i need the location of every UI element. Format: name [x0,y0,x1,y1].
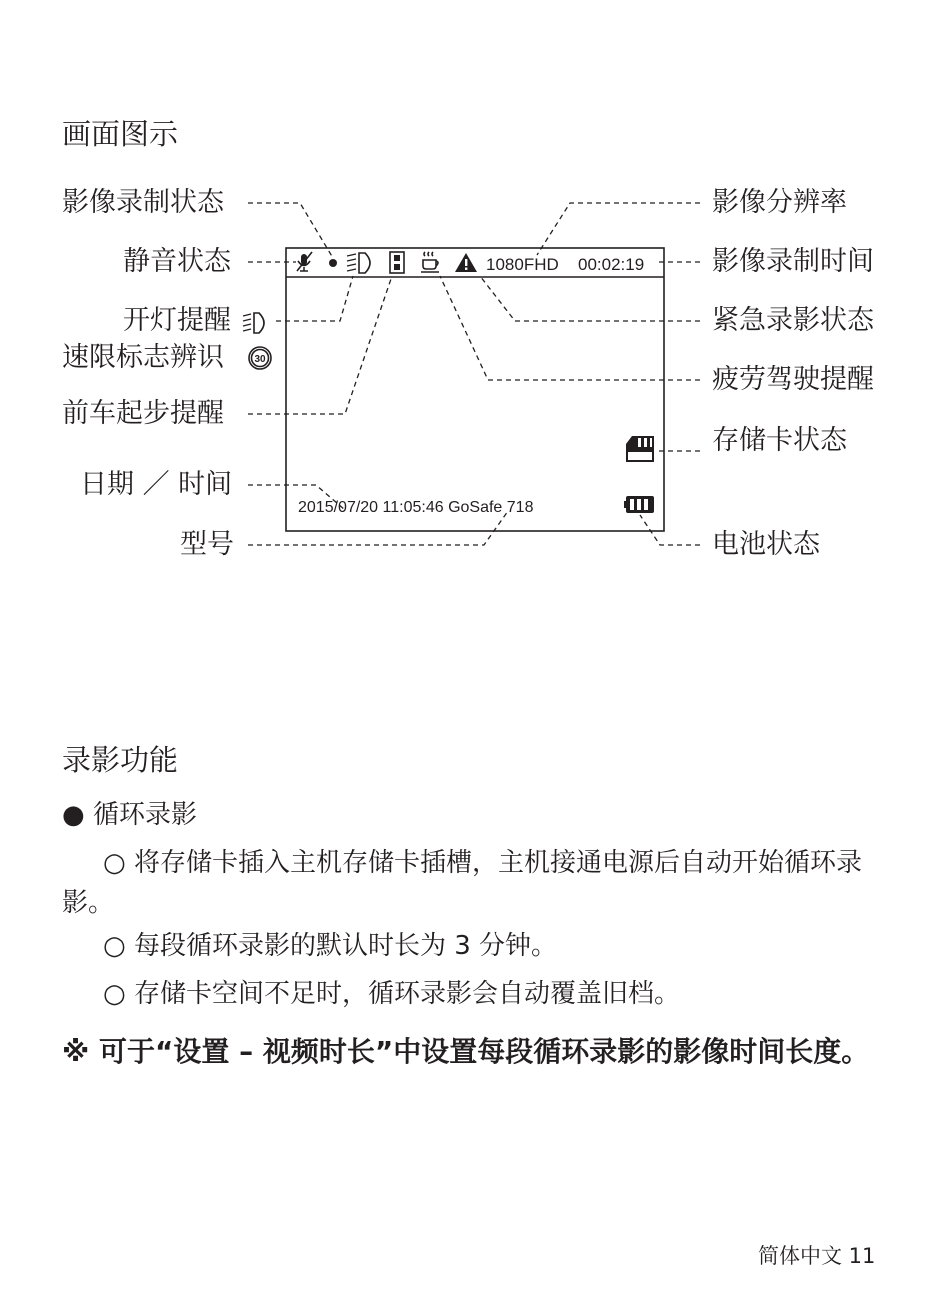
speed-limit-icon-text: 30 [254,354,266,365]
mute-mic-icon [297,252,312,271]
label-recording-status: 影像录制状态 [62,187,224,218]
label-speed-limit: 速限标志辨识 [62,342,224,373]
label-front-car-start: 前车起步提醒 [62,398,224,429]
label-battery-status: 电池状态 [712,529,820,560]
label-storage-card-status: 存储卡状态 [712,425,847,456]
label-headlight-reminder: 开灯提醒 [123,305,231,336]
page-footer: 简体中文 11 [758,1244,876,1268]
screen-frame [286,248,664,531]
leader-front-car [248,276,392,414]
leader-model [248,511,508,545]
leader-emergency [480,276,700,321]
label-date-time: 日期 ／ 时间 [80,469,233,500]
headlight-label-icon [243,313,264,333]
note-set-duration: ※ 可于“设置 – 视频时长”中设置每段循环录影的影像时间长度。 [62,1035,870,1068]
headlight-icon [347,253,370,273]
paragraph-overwrite: ○ 存储卡空间不足时，循环录影会自动覆盖旧档。 [103,979,680,1009]
paragraph-insert-card: ○ 将存储卡插入主机存储卡插槽，主机接通电源后自动开始循环录影。 [62,848,862,918]
sd-card-icon [626,436,654,462]
leader-recording-status [248,203,333,258]
paragraph-default-length: ○ 每段循环录影的默认时长为 3 分钟。 [103,931,558,961]
warning-triangle-icon [455,253,477,272]
bullet-loop-recording: ● 循环录影 [62,800,197,830]
label-mute-status: 静音状态 [123,246,231,277]
leader-battery [640,515,700,545]
screen-resolution-text: 1080FHD [486,255,559,274]
label-model: 型号 [180,529,234,560]
leader-fatigue [440,276,700,380]
recording-dot-icon [329,259,337,267]
leader-headlight [276,276,353,321]
speed-limit-icon [249,347,271,369]
screen-datetime-model-text: 2015/07/20 11:05:46 GoSafe 718 [298,499,534,516]
section-title-screen: 画面图示 [62,117,179,151]
front-car-icon [390,252,404,273]
section-title-recording: 录影功能 [62,743,179,777]
battery-icon [624,496,654,513]
label-fatigue-reminder: 疲劳驾驶提醒 [712,364,874,395]
coffee-cup-icon [421,252,439,272]
label-emergency-recording: 紧急录影状态 [712,305,874,336]
label-resolution: 影像分辨率 [712,187,847,218]
screen-recording-time-text: 00:02:19 [578,255,645,274]
label-recording-time: 影像录制时间 [712,246,874,277]
